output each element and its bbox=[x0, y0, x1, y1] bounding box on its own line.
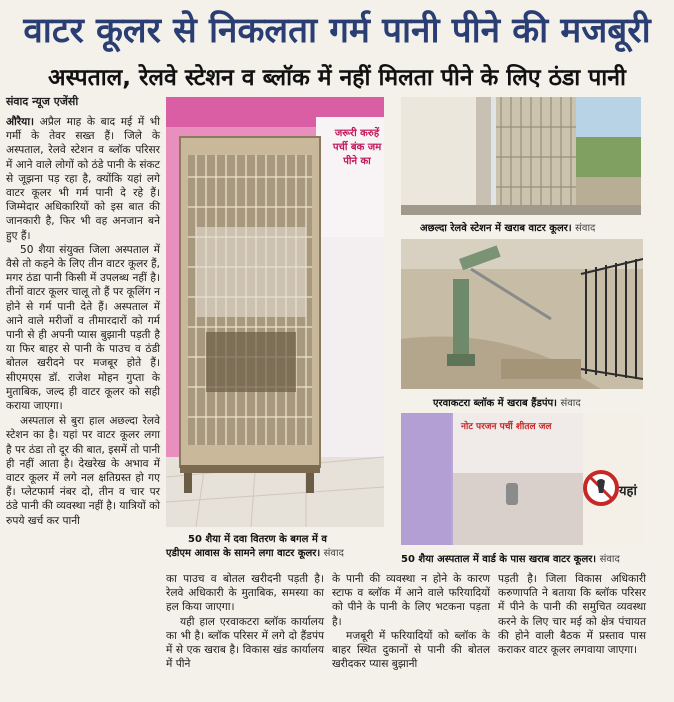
caption-text: एरवाकटरा ब्लॉक में खराब हैंडपंप। bbox=[433, 398, 557, 409]
railway-cooler-photo bbox=[401, 97, 641, 215]
paragraph-2: 50 शैया संयुक्त जिला अस्पताल में वैसे तो कहने के लिए तीन वाटर कूलर हैं, मगर ठंडा पानी किसी में उपलब्ध नहीं है। तीनों वाटर कूलर चालू तो हैं पर कूलिंग न होने से गर्म पानी देते हैं। अस्पताल में आने वाले मरीजों व तीमारदारों को गर्म पानी से ही अपनी प्यास बुझानी पड़ती है या फिर बाहर से पानी के पाउच व ठंडी बोतल खरीदने पर मजबूर होते हैं। सीएमएस डॉ. राजेश मोहन गुप्ता के मुताबिक, जल्द ही वाटर कूलर को सही कराया जाएगा। bbox=[6, 243, 160, 413]
caption-text: 50 शैया अस्पताल में वार्ड के पास खराब वाटर कूलर। bbox=[401, 554, 597, 565]
handpump-caption bbox=[433, 395, 581, 409]
article-column-1 bbox=[6, 115, 160, 528]
ward-cooler-photo bbox=[401, 413, 643, 545]
caption-source: संवाद bbox=[323, 548, 344, 559]
paragraph-5b: मजबूरी में फरियादियों को ब्लॉक के बाहर स्थित दुकानों से पानी की बोतल खरीदकर प्यास बुझानी bbox=[332, 629, 490, 671]
article-column-4 bbox=[498, 572, 646, 657]
paragraph-4: का पाउच व बोतल खरीदनी पड़ती है। रेलवे अधिकारी के मुताबिक, समस्या का हल किया जाएगा। bbox=[166, 573, 324, 614]
main-photo-caption-line2 bbox=[166, 545, 344, 559]
caption-text: अछल्दा रेलवे स्टेशन में खराब वाटर कूलर। bbox=[420, 223, 572, 234]
caption-source: संवाद bbox=[560, 398, 581, 409]
caption-text: एडीएम आवास के सामने लगा वाटर कूलर। bbox=[166, 548, 321, 559]
main-photo-water-cooler bbox=[166, 97, 384, 527]
article-column-3 bbox=[332, 572, 490, 671]
caption-source: संवाद bbox=[575, 223, 596, 234]
paragraph-3-start: अस्पताल से बुरा हाल अछल्दा रेलवे स्टेशन का है। यहां पर वाटर कूलर लगा है पर ठंडा तो दूर की बात, इसमें तो पानी ही नहीं आता है। देखरेख के अभाव में वाटर कूलर में लगे नल क्षतिग्रस्त हो गए हैं। प्लेटफार्म नंबर दो, तीन व चार पर ठंडे पानी की व्यवस्था नहीं है। यात्रियों को रुपये खर्च कर पानी bbox=[6, 415, 160, 527]
article-column-2 bbox=[166, 572, 324, 671]
ward-wall-text: नोट परजन पर्ची शीतल जल bbox=[461, 422, 552, 432]
main-photo-caption-line1: 50 शैया में दवा वितरण के बगल में व bbox=[188, 534, 327, 545]
wall-sign-text: जरूरी करुहें पर्ची बंक जम पीने का bbox=[332, 128, 382, 167]
paragraph-6: पड़ती है। जिला विकास अधिकारी करुणापति ने बताया कि ब्लॉक परिसर में पीने के पानी की समुचित व्यवस्था करने के लिए चार मई को क्षेत्र पंचायत की होने वाली बैठक में प्रस्ताव पास कराकर वाटर कूलर लगवाया जाएगा। bbox=[498, 573, 646, 657]
railway-cooler-caption bbox=[420, 220, 595, 234]
paragraph-5: के पानी की व्यवस्था न होने के कारण स्टाफ व ब्लॉक में आने वाले फरियादियों को पीने के पानी के लिए भटकना पड़ता है। bbox=[332, 573, 490, 628]
headline: वाटर कूलर से निकलता गर्म पानी पीने की मजबूरी bbox=[23, 11, 651, 51]
handpump-photo bbox=[401, 239, 643, 389]
paragraph-4b: यही हाल एरवाकटरा ब्लॉक कार्यालय का भी है। ब्लॉक परिसर में लगे दो हैंडपंप में से एक खराब है। विकास खंड कार्यालय में पीने bbox=[166, 615, 324, 671]
byline: संवाद न्यूज एजेंसी bbox=[6, 95, 79, 108]
dateline: औरैया। bbox=[6, 116, 35, 128]
caption-source: संवाद bbox=[599, 554, 620, 565]
subheadline: अस्पताल, रेलवे स्टेशन व ब्लॉक में नहीं मिलता पीने के लिए ठंडा पानी bbox=[48, 65, 626, 91]
ward-cooler-caption bbox=[401, 551, 620, 565]
intro-text: अप्रैल माह के बाद मई में भी गर्मी के तेवर सख्त हैं। जिले के अस्पताल, रेलवे स्टेशन व ब्लॉक परिसर में आने वाले लोगों को ठंडे पानी के संकट से जूझना पड़ रहा है, क्योंकि यहां लगे वाटर कूलर भी गर्म पानी दे रहे हैं। जिम्मेदार अधिकारियों को इस बात की जानकारी है, फिर भी वह अनजान बने हुए हैं। bbox=[6, 116, 160, 242]
ward-sign-text: यहां bbox=[619, 484, 637, 499]
